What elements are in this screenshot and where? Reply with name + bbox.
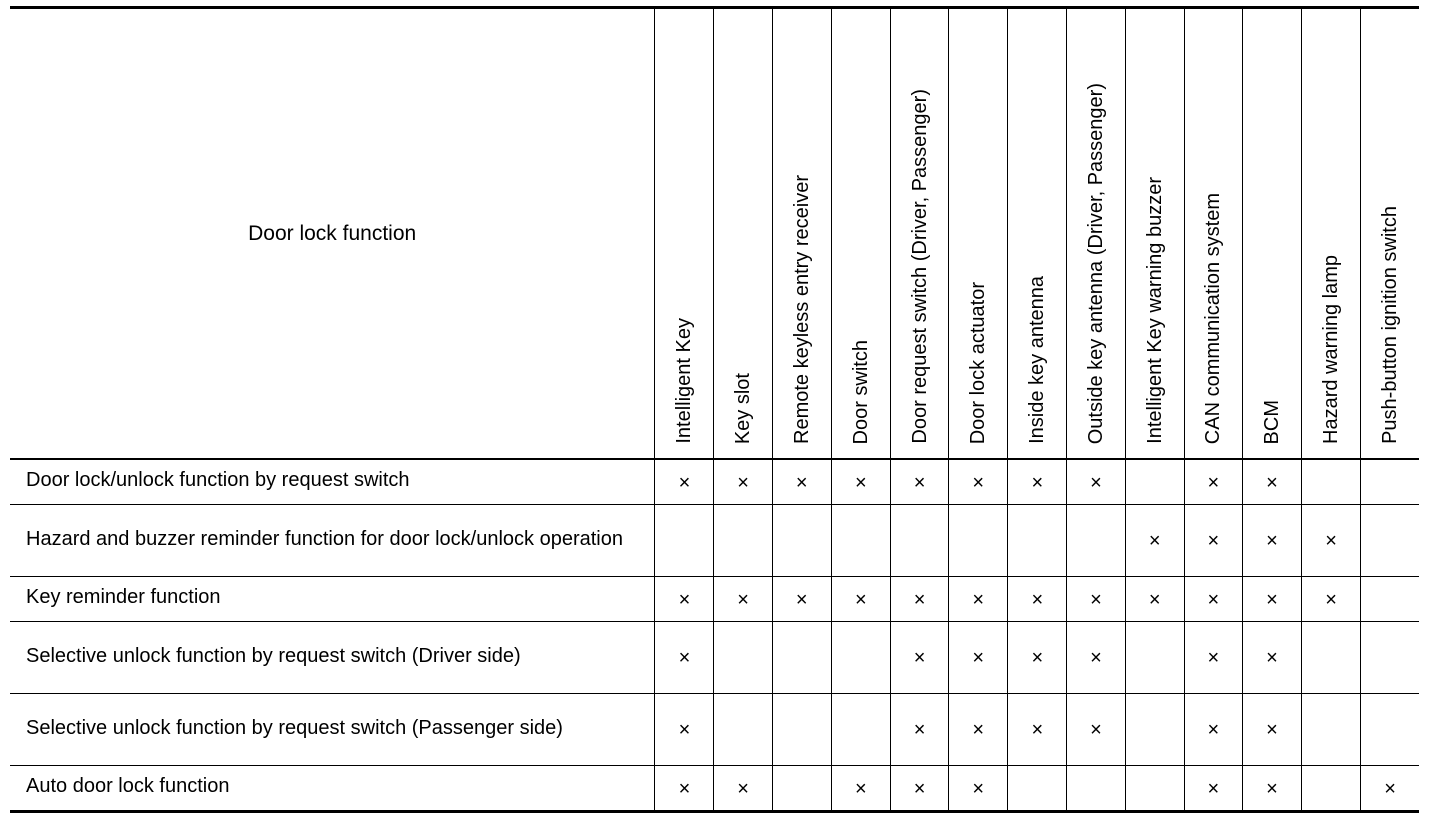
component-header-label: Door lock actuator: [967, 281, 990, 444]
component-cell: [714, 577, 772, 622]
component-cell: [1184, 577, 1242, 622]
component-header-label: Intelligent Key warning buzzer: [1143, 177, 1166, 444]
component-cell: [1125, 694, 1184, 766]
x-mark: ×: [1266, 588, 1278, 611]
x-mark: ×: [1090, 719, 1102, 741]
component-cell: [831, 694, 890, 766]
component-header-label: Door switch: [849, 339, 872, 444]
component-cell: [714, 766, 772, 812]
function-name-cell: Key reminder function: [10, 577, 655, 622]
x-mark: ×: [737, 588, 749, 611]
component-cell: [1008, 694, 1067, 766]
x-mark: ×: [972, 588, 985, 611]
component-cell: [831, 766, 890, 812]
component-cell: [1125, 622, 1184, 694]
component-header: [1125, 8, 1184, 460]
component-cell: [1361, 694, 1419, 766]
component-header-label: Intelligent Key: [673, 318, 696, 444]
component-cell: [1008, 459, 1067, 505]
component-cell: [714, 459, 772, 505]
component-cell: [655, 577, 714, 622]
x-mark: ×: [737, 777, 749, 800]
x-mark: ×: [1090, 471, 1102, 494]
x-mark: ×: [1031, 719, 1044, 741]
component-cell: [1242, 459, 1301, 505]
component-cell: [1184, 505, 1242, 577]
component-header: [949, 8, 1008, 460]
component-cell: [1361, 766, 1419, 812]
component-cell: [831, 505, 890, 577]
table-row: [10, 622, 1419, 694]
x-mark: ×: [678, 647, 691, 669]
component-cell: [655, 459, 714, 505]
component-cell: [890, 766, 948, 812]
table-row: [10, 766, 1419, 812]
component-cell: [890, 459, 948, 505]
x-mark: ×: [1266, 719, 1278, 741]
component-header-label: Key slot: [732, 372, 755, 444]
component-cell: [1184, 766, 1242, 812]
component-cell: [949, 622, 1008, 694]
function-name-cell: Auto door lock function: [10, 766, 655, 812]
component-cell: [890, 505, 948, 577]
x-mark: ×: [1207, 719, 1220, 741]
function-column-header: Door lock function: [10, 8, 655, 460]
x-mark: ×: [972, 777, 985, 800]
component-header-label: Inside key antenna: [1026, 276, 1049, 444]
x-mark: ×: [972, 647, 985, 669]
component-cell: [1008, 505, 1067, 577]
x-mark: ×: [913, 647, 926, 669]
component-cell: [1361, 622, 1419, 694]
table-row: [10, 505, 1419, 577]
component-cell: [1008, 577, 1067, 622]
header-row: [10, 8, 1419, 460]
component-cell: [1242, 577, 1301, 622]
component-cell: [655, 622, 714, 694]
component-cell: [1067, 766, 1125, 812]
component-cell: [1302, 622, 1361, 694]
x-mark: ×: [855, 777, 867, 800]
x-mark: ×: [913, 719, 926, 741]
component-header-label: Door request switch (Driver, Passenger): [908, 89, 931, 444]
component-cell: [714, 622, 772, 694]
component-cell: [890, 577, 948, 622]
component-cell: [1361, 505, 1419, 577]
component-header: [1242, 8, 1301, 460]
component-cell: [655, 694, 714, 766]
component-header-label: Outside key antenna (Driver, Passenger): [1085, 82, 1107, 444]
function-name-cell: Selective unlock function by request switch (Passenger side): [10, 694, 655, 766]
x-mark: ×: [1207, 530, 1220, 552]
component-cell: [1302, 505, 1361, 577]
component-cell: [1242, 622, 1301, 694]
x-mark: ×: [1266, 530, 1278, 552]
x-mark: ×: [678, 777, 691, 800]
component-cell: [772, 577, 831, 622]
x-mark: ×: [1031, 588, 1044, 611]
x-mark: ×: [1207, 777, 1220, 800]
table-row: [10, 694, 1419, 766]
x-mark: ×: [1090, 588, 1102, 611]
component-header: [1361, 8, 1419, 460]
x-mark: ×: [1266, 471, 1278, 494]
component-cell: [949, 694, 1008, 766]
component-cell: [714, 694, 772, 766]
component-cell: [1361, 577, 1419, 622]
x-mark: ×: [1266, 777, 1278, 800]
component-cell: [1067, 505, 1125, 577]
x-mark: ×: [678, 719, 691, 741]
x-mark: ×: [1325, 530, 1337, 552]
x-mark: ×: [1266, 647, 1278, 669]
component-cell: [1184, 459, 1242, 505]
component-cell: [1184, 622, 1242, 694]
x-mark: ×: [1031, 647, 1044, 669]
table-row: [10, 459, 1419, 505]
x-mark: ×: [913, 777, 926, 800]
function-name-cell: Selective unlock function by request switch (Driver side): [10, 622, 655, 694]
component-cell: [1361, 459, 1419, 505]
component-cell: [1302, 694, 1361, 766]
x-mark: ×: [795, 471, 808, 494]
component-cell: [1067, 694, 1125, 766]
x-mark: ×: [678, 588, 691, 611]
component-cell: [655, 505, 714, 577]
component-cell: [1184, 694, 1242, 766]
x-mark: ×: [1325, 588, 1337, 611]
component-cell: [1067, 459, 1125, 505]
component-cell: [890, 622, 948, 694]
component-cell: [949, 459, 1008, 505]
function-name-cell: Door lock/unlock function by request switch: [10, 459, 655, 505]
component-cell: [1067, 622, 1125, 694]
component-header: [772, 8, 831, 460]
component-cell: [1125, 577, 1184, 622]
component-cell: [949, 577, 1008, 622]
x-mark: ×: [1148, 588, 1161, 611]
component-header: [831, 8, 890, 460]
x-mark: ×: [855, 588, 867, 611]
component-header: [655, 8, 714, 460]
component-cell: [714, 505, 772, 577]
table-row: [10, 577, 1419, 622]
x-mark: ×: [1148, 530, 1161, 552]
component-header-label: Remote keyless entry receiver: [790, 175, 813, 444]
component-cell: [890, 694, 948, 766]
component-cell: [1067, 577, 1125, 622]
x-mark: ×: [913, 588, 926, 611]
component-header: [1067, 8, 1125, 460]
component-header-label: Hazard warning lamp: [1320, 255, 1343, 444]
component-cell: [1125, 459, 1184, 505]
component-cell: [772, 622, 831, 694]
component-header-label: CAN communication system: [1202, 192, 1225, 444]
x-mark: ×: [913, 471, 926, 494]
x-mark: ×: [1031, 471, 1044, 494]
component-cell: [772, 459, 831, 505]
component-cell: [1302, 459, 1361, 505]
component-cell: [831, 577, 890, 622]
x-mark: ×: [1090, 647, 1102, 669]
component-header-label: BCM: [1260, 399, 1283, 444]
x-mark: ×: [737, 471, 749, 494]
x-mark: ×: [1207, 471, 1220, 494]
x-mark: ×: [855, 471, 867, 494]
door-lock-function-table-container: [10, 6, 1419, 813]
x-mark: ×: [795, 588, 808, 611]
x-mark: ×: [1384, 777, 1396, 800]
component-cell: [655, 766, 714, 812]
component-cell: [1125, 505, 1184, 577]
component-header: [1008, 8, 1067, 460]
component-cell: [1242, 694, 1301, 766]
door-lock-function-table: [10, 6, 1419, 813]
function-name-cell: Hazard and buzzer reminder function for door lock/unlock operation: [10, 505, 655, 577]
component-cell: [772, 766, 831, 812]
component-cell: [1008, 766, 1067, 812]
component-cell: [1125, 766, 1184, 812]
x-mark: ×: [678, 471, 691, 494]
table-body: [10, 459, 1419, 812]
component-cell: [1008, 622, 1067, 694]
component-cell: [772, 505, 831, 577]
component-cell: [831, 622, 890, 694]
component-header: [1302, 8, 1361, 460]
component-header: [714, 8, 772, 460]
x-mark: ×: [1207, 647, 1220, 669]
x-mark: ×: [972, 719, 985, 741]
component-cell: [1242, 766, 1301, 812]
component-header: [1184, 8, 1242, 460]
component-cell: [1302, 577, 1361, 622]
component-cell: [949, 505, 1008, 577]
component-header: [890, 8, 948, 460]
component-cell: [1302, 766, 1361, 812]
component-cell: [831, 459, 890, 505]
x-mark: ×: [1207, 588, 1220, 611]
component-header-label: Push-button ignition switch: [1379, 206, 1402, 444]
component-cell: [1242, 505, 1301, 577]
component-cell: [772, 694, 831, 766]
x-mark: ×: [972, 471, 985, 494]
component-cell: [949, 766, 1008, 812]
